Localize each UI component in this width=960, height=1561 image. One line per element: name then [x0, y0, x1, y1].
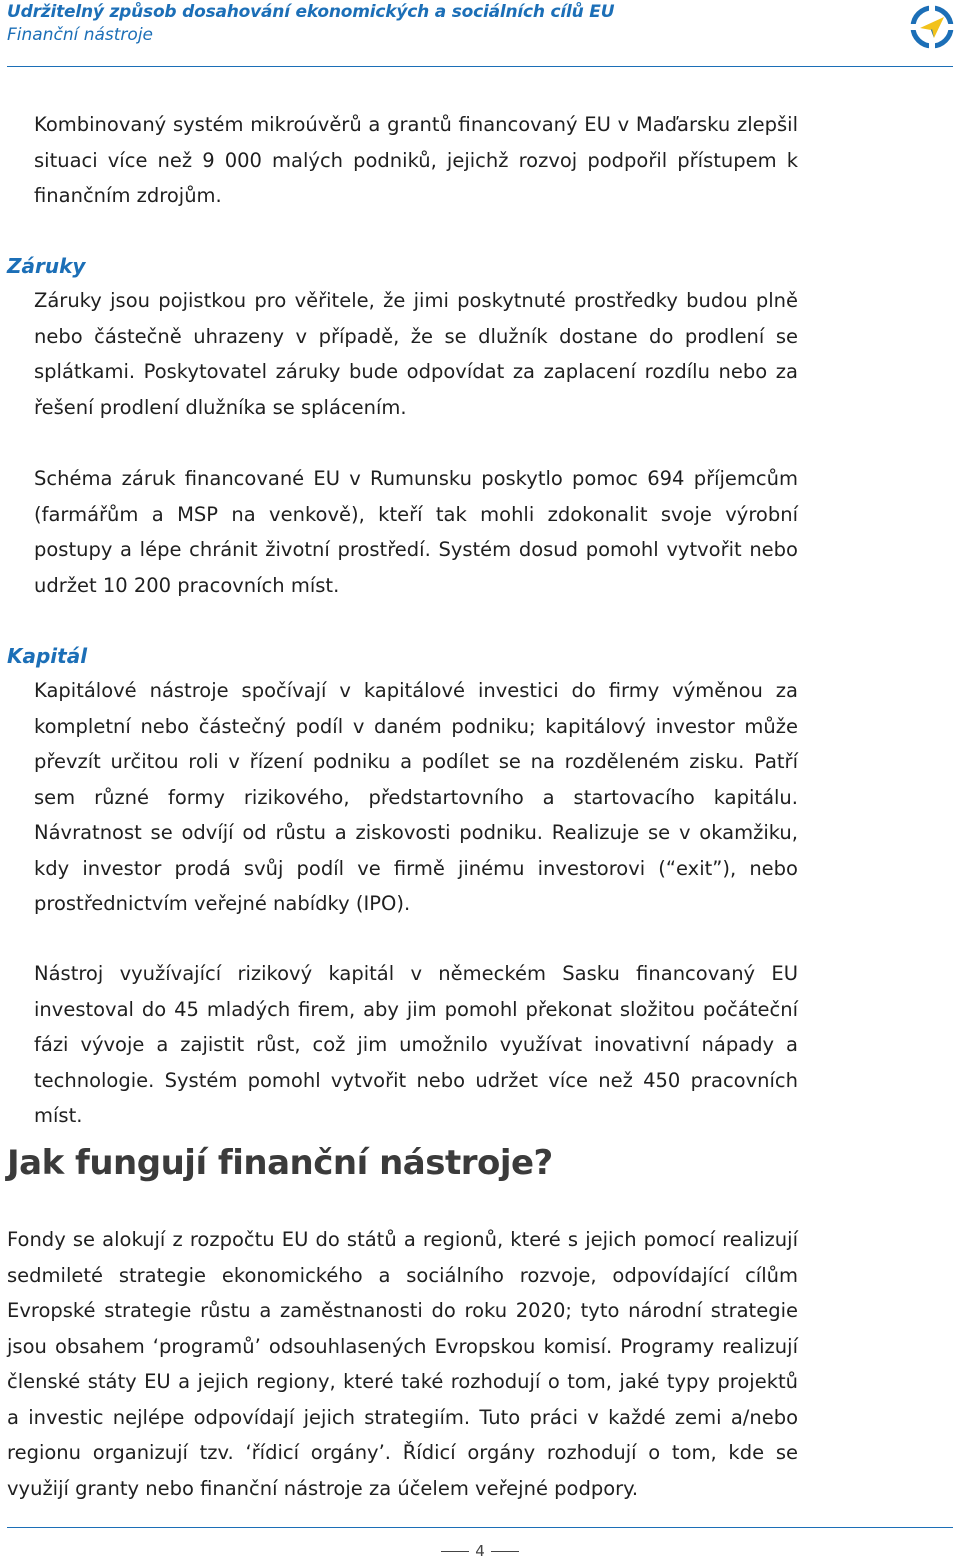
page-number-dash-left	[441, 1551, 469, 1552]
page-header	[0, 0, 960, 70]
header-divider	[7, 66, 953, 67]
document-subtitle: Finanční nástroje	[7, 25, 154, 45]
kapital-paragraph-1: Kapitálové nástroje spočívají v kapitálové investici do firmy výměnou za kompletní nebo částečný podíl v daném podniku; kapitálový investor může převzít určitou roli v řízení podniku a podílet se na rozděleném zisku. Patří sem různé formy rizikového, předstartovního a startovacího kapitálu. Návratnost se odvíjí od růstu a ziskovosti podniku. Realizuje se v okamžiku, kdy investor prodá svůj podíl ve firmě jinému investorovi (“exit”), nebo prostřednictvím veřejné nabídky (IPO).	[34, 679, 798, 915]
main-paragraph: Fondy se alokují z rozpočtu EU do států a regionů, které s jejich pomocí realizují sedmileté strategie ekonomického a sociálního rozvoje, odpovídající cílům Evropské strategie růstu a zaměstnanosti do roku 2020; tyto národní strategie jsou obsahem ‘programů’ odsouhlasených Evropskou komisí. Programy realizují členské státy EU a jejich regiony, které také rozhodují o tom, jaké typy projektů a investic nejlépe odpovídají jejich strategiím. Tuto práci v každé zemi a/nebo regionu organizují tzv. ‘řídicí orgány’. Řídicí orgány rozhodují o tom, kde se využijí granty nebo finanční nástroje za účelem veřejné podpory.	[7, 1228, 798, 1500]
page-number-value: 4	[475, 1542, 485, 1560]
page-number-dash-right	[491, 1551, 519, 1552]
main-heading: Jak fungují finanční nástroje?	[7, 1143, 553, 1183]
zaruky-paragraph-1: Záruky jsou pojistkou pro věřitele, že jimi poskytnuté prostředky budou plně nebo částečně uhrazeny v případě, že se dlužník dostane do prodlení se splátkami. Poskytovatel záruky bude odpovídat za zaplacení rozdílu nebo za řešení prodlení dlužníka se splácením.	[34, 289, 798, 419]
kapital-paragraph-2: Nástroj využívající rizikový kapitál v německém Sasku financovaný EU investoval do 45 mladých firem, aby jim pomohl překonat složitou počáteční fázi vývoje a zajistit růst, což jim umožnilo využívat inovativní nápady a technologie. Systém pomohl vytvořit nebo udržet více než 450 pracovních míst.	[34, 962, 798, 1127]
section-heading-kapital: Kapitál	[7, 644, 88, 668]
zaruky-paragraph-2: Schéma záruk financované EU v Rumunsku poskytlo pomoc 694 příjemcům (farmářům a MSP na venkově), kteří tak mohli zdokonalit svoje výrobní postupy a lépe chránit životní prostředí. Systém dosud pomohl vytvořit nebo udržet 10 200 pracovních míst.	[34, 467, 798, 597]
footer-divider	[7, 1527, 953, 1528]
intro-paragraph: Kombinovaný systém mikroúvěrů a grantů financovaný EU v Maďarsku zlepšil situaci více než 9 000 malých podniků, jejichž rozvoj podpořil přístupem k finančním zdrojům.	[34, 113, 798, 207]
compass-arrow-icon	[910, 5, 954, 49]
section-heading-zaruky: Záruky	[7, 254, 86, 278]
document-title: Udržitelný způsob dosahování ekonomických a sociálních cílů EU	[7, 2, 615, 22]
page-number	[0, 1541, 960, 1561]
